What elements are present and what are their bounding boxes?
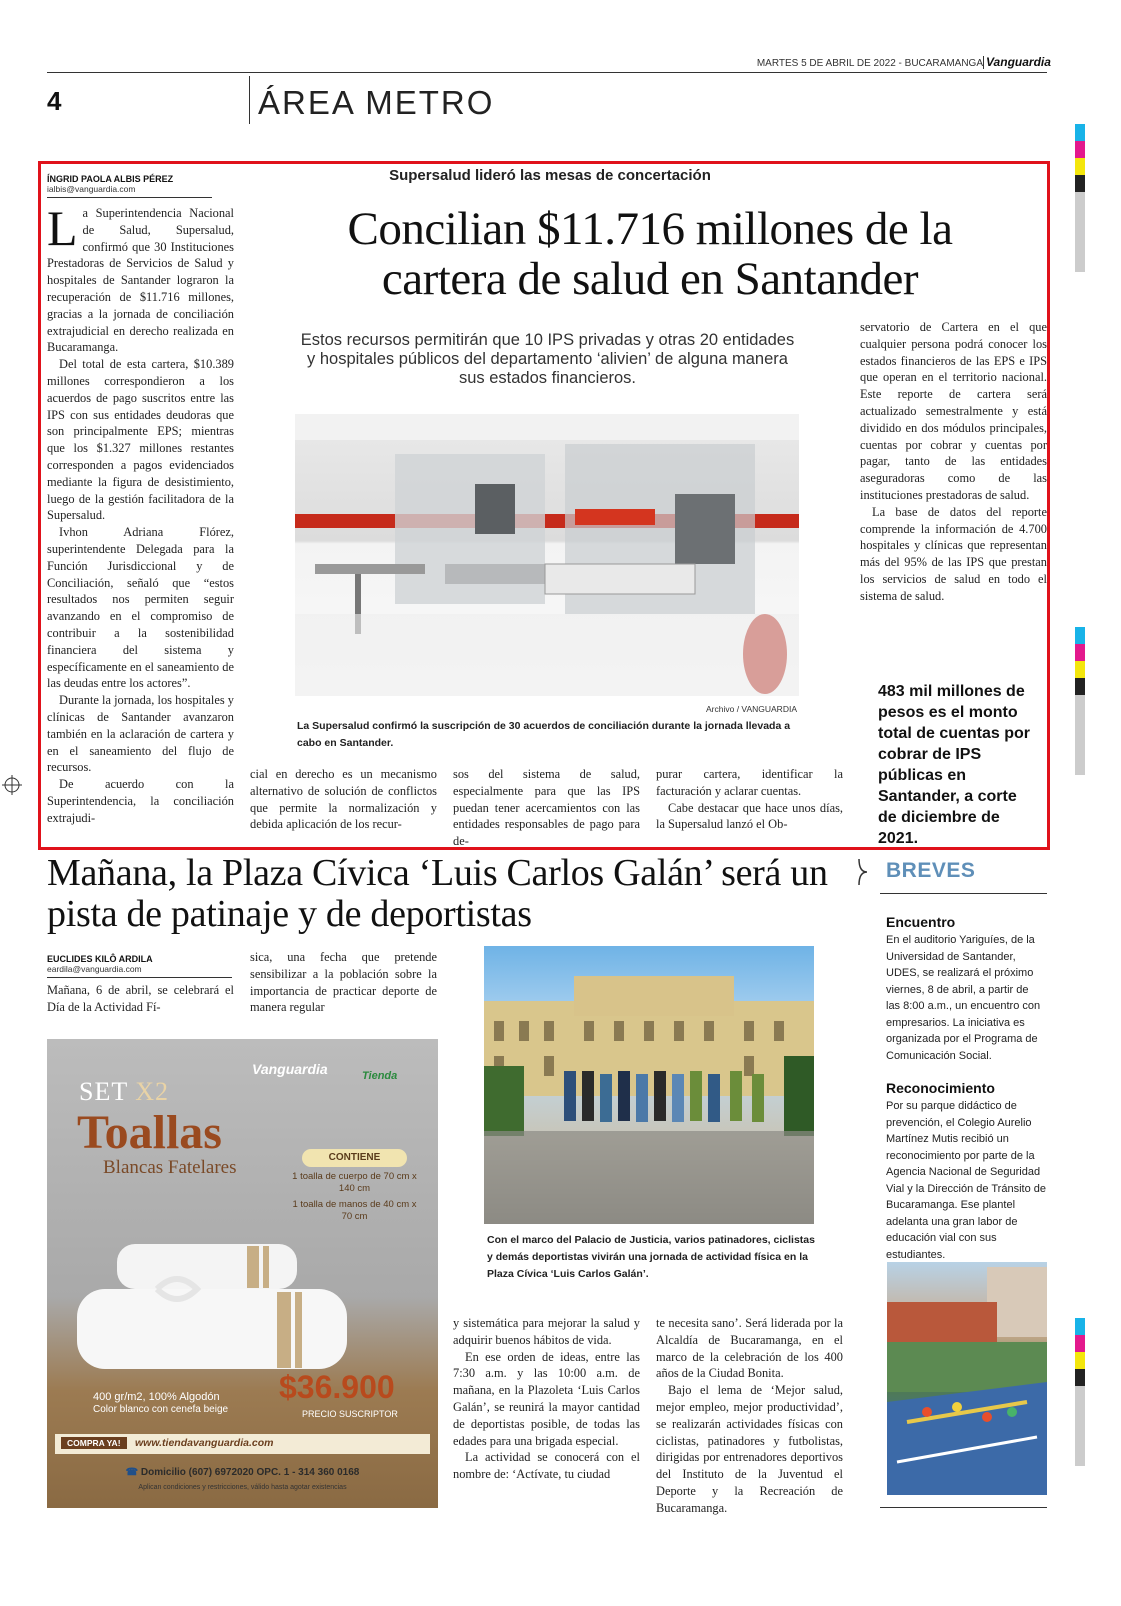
second-column-1 [47,982,234,1016]
paragraph: a Superintendencia Nacional de Salud, Supersalud, confirmó que 30 Instituciones Prestadoras de Servicios de Salud y hospitales de Santander lograron la recuperación de $11.716 millones, gracias a la jornada de conciliación extrajudicial en derecho realizada en Bucaramanga. [47,206,234,355]
paragraph: En ese orden de ideas, entre las 7:30 a.m. y las 10:00 a.m. de mañana, en la Plazoleta ‘Luis Carlos Galán’, se reunirá la mayor cantidad de deportistas posible, de todas las edades para una brigada especial. [453,1349,640,1448]
ad-cta-bar[interactable] [55,1434,430,1454]
section-divider [249,76,250,124]
paragraph: y sistemática para mejorar la salud y adquirir buenos hábitos de vida. [453,1316,640,1347]
ad-price-label: PRECIO SUSCRIPTOR [302,1409,398,1419]
ad-price: $36.900 [279,1369,395,1405]
paragraph: Bajo el lema de ‘Mejor salud, mejor empleo, mejor productividad’, se realizarán actividades físicas con ciclistas, patinadores y futbolistas, dirigidas por entrenadores deportivos del Instituto de la Juventud el Deporte y la Recreación de Bucaramanga. [656,1383,843,1515]
ad-set: SET [79,1077,128,1106]
second-column-3 [453,1315,640,1483]
ad-contains-2: 1 toalla de manos de 40 cm x 70 cm [292,1199,417,1222]
article-column-3 [453,766,640,850]
color-registration-mark [1075,1318,1085,1466]
paragraph: Mañana, 6 de abril, se celebrará el Día de la Actividad Fí- [47,983,234,1014]
section-title: ÁREA METRO [258,84,495,121]
ad-store: Tienda [362,1070,398,1082]
ad-contains-badge: CONTIENE [302,1149,407,1167]
breves-title: BREVES [886,859,976,882]
breve-title-1: Encuentro [886,914,956,930]
plaza-photo [484,946,814,1224]
paragraph: Ivhon Adriana Flórez, superintendente Delegada para la Función Jurisdiccional y de Conciliación, señaló que “estos resultados nos permiten seguir avanzando en el compromiso de contribuir a la sostenibilidad financiera del sistema y específicamente en el saneamiento de las deudas entre los actores”. [47,525,234,691]
photo-credit: Archivo / VANGUARDIA [705,704,797,714]
brand-logo: Vanguardia [986,55,1051,69]
crosshair-mark [2,775,22,795]
breves-bracket-icon [857,857,869,887]
breve-text-1: En el auditorio Yariguíes, de la Universidad de Santander, UDES, se realizará el próximo viernes, 8 de abril, a partir de las 8:00 a.m., un encuentro con empresarios. La iniciativa es organizada por el Programa de Comunicación Social. [886,934,1041,1062]
color-registration-mark [1075,627,1085,775]
ad-contains-1: 1 toalla de cuerpo de 70 cm x 140 cm [292,1171,417,1194]
ad-delivery [47,1467,438,1478]
page-number: 4 [47,86,62,116]
paragraph: De acuerdo con la Superintendencia, la conciliación extrajudi- [47,777,234,825]
paragraph: servatorio de Cartera en el que cualquier persona podrá conocer los estados financieros de las EPS e IPS que operan en el territorio nacional. Este reporte de cartera será actualizado semestralmente y está dividido en dos módulos principales, cuentas por cobrar y cuentas por pagar, tanto de las entidades aseguradoras como de las instituciones prestadoras de salud. [860,320,1047,502]
article-subheadline: Estos recursos permitirán que 10 IPS privadas y otras 20 entidades y hospitales públicos del departamento ‘alivien’ de alguna manera sus estados financieros. [300,331,795,387]
byline-rule [47,197,212,198]
ad-product: Toallas [77,1106,222,1159]
paragraph: cial en derecho es un mecanismo alternativo de solución de conflictos que permite la normalización y debida aplicación de los recur- [250,767,437,832]
ad-url[interactable]: www.tiendavanguardia.com [135,1437,274,1449]
paragraph: sos del sistema de salud, especialmente para que las IPS puedan tener acercamientos con las entidades responsables de pago para de- [453,767,640,849]
ad-spec-2: Color blanco con cenefa beige [93,1404,229,1415]
second-column-2 [250,949,437,1016]
drop-cap: L [47,200,78,256]
article-column-4 [656,766,843,833]
ad-cta[interactable]: COMPRA YA! [61,1437,127,1449]
paragraph: te necesita sano’. Será liderada por la Alcaldía de Bucaramanga, en el marco de la celebración de los 400 años de la Ciudad Bonita. [656,1316,843,1381]
article-headline: Concilian $11.716 millones de la cartera de salud en Santander [347,203,953,305]
article-column-2 [250,766,437,833]
ad-brand: Vanguardia [252,1061,328,1077]
towels-image [67,1234,367,1384]
article-column-5 [860,319,1047,605]
school-park-photo [887,1262,1047,1495]
byline-name: ÍNGRID PAOLA ALBIS PÉREZ [47,174,174,184]
breve-title-2: Reconocimiento [886,1080,995,1096]
second-byline-email: eardila@vanguardia.com [47,964,142,974]
ad-x2: X2 [135,1077,170,1106]
byline-email: ialbis@vanguardia.com [47,184,136,194]
top-rule [47,72,1047,73]
ad-set-label [79,1077,169,1107]
ad-spec-1: 400 gr/m2, 100% Algodón [93,1391,220,1403]
second-byline-name: EUCLIDES KILÔ ARDILA [47,954,153,964]
bottom-rule [880,1507,1047,1508]
ad-disclaimer: Aplican condiciones y restricciones, válido hasta agotar existencias [138,1484,347,1491]
date-divider [983,56,984,69]
second-headline: Mañana, la Plaza Cívica ‘Luis Carlos Galán’ será un pista de patinaje y de deportistas [47,852,828,935]
hospital-room-photo [295,414,799,696]
paragraph: sica, una fecha que pretende sensibilizar a la población sobre la importancia de practicar deporte de manera regular [250,950,437,1015]
paragraph: Durante la jornada, los hospitales y clínicas de Santander avanzaron también en la aclaración de cartera y en el saneamiento del flujo de recursos. [47,693,234,775]
paragraph: La base de datos del reporte comprende la información de 4.700 hospitales y clínicas que representan más del 95% de las IPS que prestan los servicios de salud en todo el sistema de salud. [860,504,1047,603]
paragraph: Del total de esta cartera, $10.389 millones correspondieron a los acuerdos de pago suscritos entre las IPS con sus entidades deudoras que son principalmente EPS; mientras que los $1.327 millones restantes corresponden a pagos evidenciados mediante la figura de desistimiento, luego de la gestión facilitadora de la Supersalud. [47,357,234,523]
paragraph: Cabe destacar que hace unos días, la Supersalud lanzó el Ob- [656,800,843,832]
breves-rule [880,893,1047,894]
towel-advertisement[interactable] [47,1039,438,1508]
paragraph: purar cartera, identificar la facturación y aclarar cuentas. [656,767,843,798]
second-column-4 [656,1315,843,1517]
paragraph: La actividad se conocerá con el nombre de: ‘Actívate, tu ciudad [453,1450,640,1482]
photo-caption: La Supersalud confirmó la suscripción de 30 acuerdos de conciliación durante la jornada llevada a cabo en Santander. [297,720,791,749]
article-column-1 [47,200,234,826]
highlight-stat: 483 mil millones de pesos es el monto total de cuentas por cobrar de IPS públicas en Santander, a corte de diciembre de 2021. [878,683,1031,847]
ad-subtitle: Blancas Fatelares [103,1157,237,1178]
color-registration-mark [1075,124,1085,272]
phone-icon: ☎ [125,1467,139,1478]
plaza-photo-caption: Con el marco del Palacio de Justicia, varios patinadores, ciclistas y demás deportistas vivirán una jornada de actividad física en la Plaza Cívica ‘Luis Carlos Galán’. [487,1234,815,1280]
ad-delivery-text: Domicilio (607) 6972020 OPC. 1 - 314 360 0168 [140,1467,360,1478]
article-kicker: Supersalud lideró las mesas de concertación [389,167,711,184]
breve-text-2: Por su parque didáctico de prevención, el Colegio Aurelio Martínez Mutis recibió un reconocimiento por parte de la Agencia Nacional de Seguridad Vial y la Dirección de Tránsito de Bucaramanga. Ese plantel adelanta una gran labor de educación vial con sus estudiantes. [886,1100,1046,1261]
byline-rule [47,977,232,978]
date-line: MARTES 5 DE ABRIL DE 2022 - BUCARAMANGA [756,58,983,69]
